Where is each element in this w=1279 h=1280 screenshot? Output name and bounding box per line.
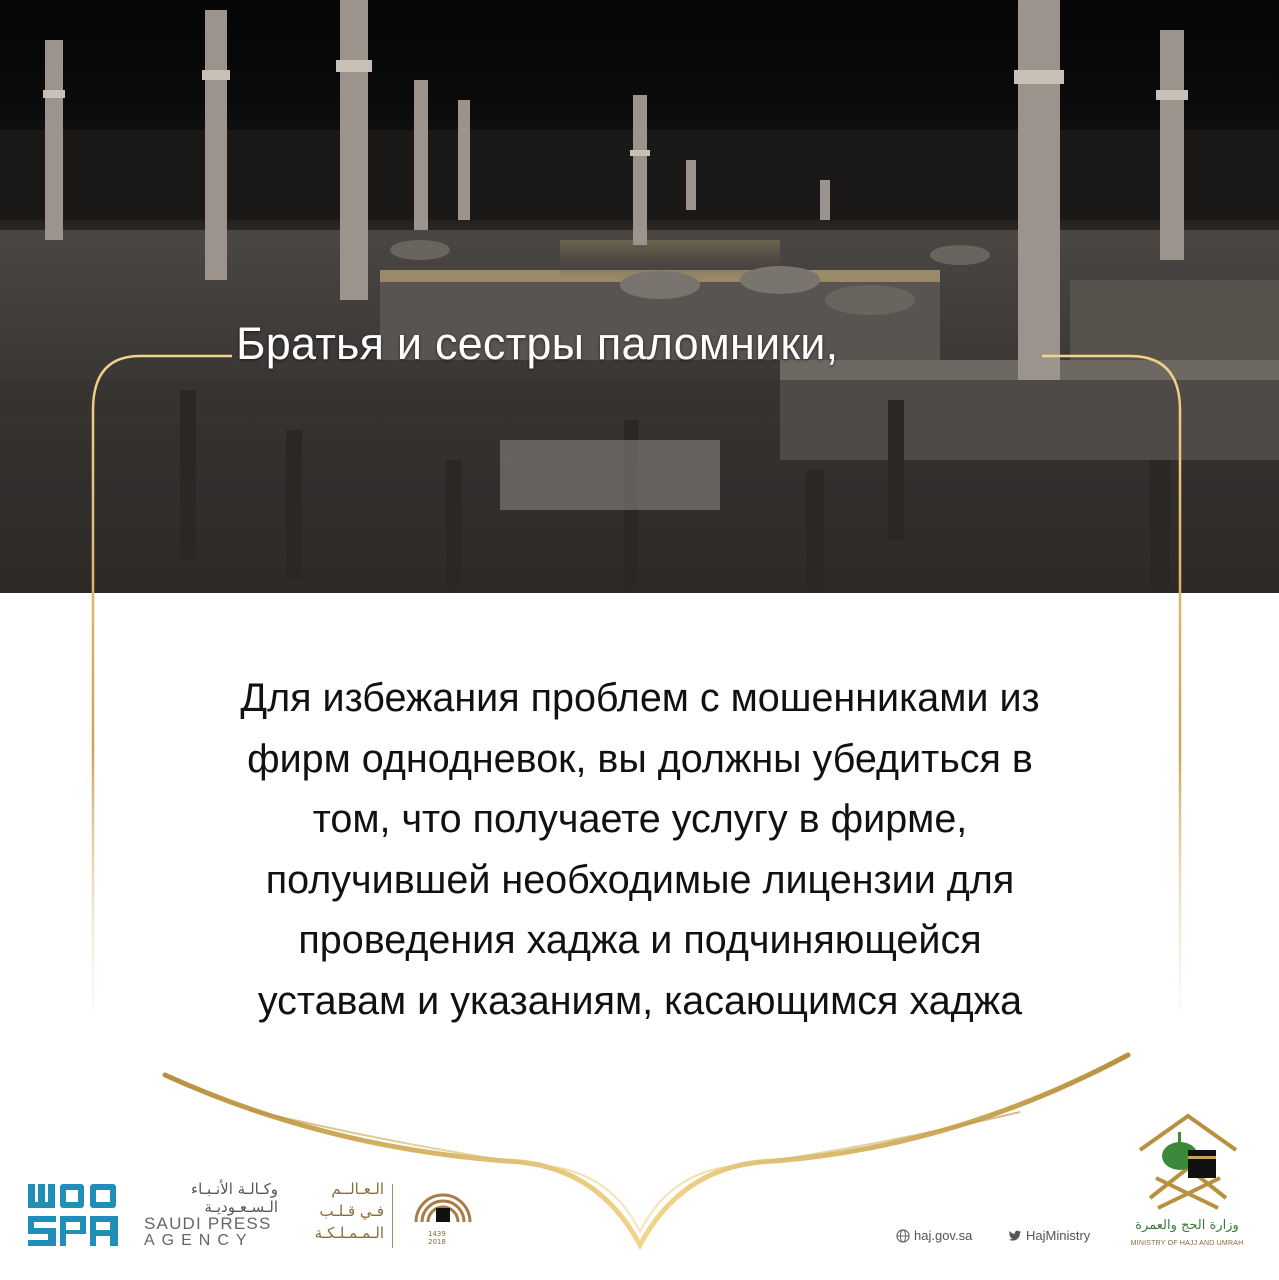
spa-arabic-line: وكـالـة الأنـبـاء	[191, 1180, 278, 1198]
spa-english-line1: SAUDI PRESS	[144, 1214, 272, 1233]
divider	[392, 1184, 393, 1248]
body-line: получившей необходимые лицензии для	[265, 857, 1015, 902]
spa-logo-mark	[26, 1180, 122, 1250]
world-arabic-line: الـمـمـلـكـة	[314, 1224, 384, 1242]
body-line: фирм однодневок, вы должны убедиться в	[247, 736, 1033, 781]
ministry-hajj-umrah-logo	[1120, 1108, 1256, 1258]
body-line: том, что получаете услугу в фирме,	[312, 797, 968, 841]
body-line: проведения хаджа и подчиняющейся	[298, 918, 982, 962]
website-link[interactable]	[896, 1228, 972, 1243]
year-hijri: 1439	[428, 1230, 446, 1238]
twitter-handle: HajMinistry	[1026, 1228, 1091, 1243]
body-text	[120, 668, 1160, 1031]
twitter-icon	[1008, 1229, 1022, 1243]
spa-arabic-line: الـسـعـوديـة	[204, 1198, 278, 1216]
twitter-link[interactable]	[1008, 1228, 1090, 1243]
body-line: Для избежания проблем с мошенниками из	[240, 676, 1040, 720]
world-logo-arabic	[290, 1178, 384, 1244]
world-arabic-line: فـي قـلـب	[319, 1202, 384, 1220]
website-text: haj.gov.sa	[914, 1228, 973, 1243]
ministry-english-name: MINISTRY OF HAJJ AND UMRAH	[1130, 1240, 1244, 1247]
headline: Братья и сестры паломники,	[236, 318, 839, 369]
spa-arabic-name	[138, 1180, 278, 1216]
world-heart-kingdom-logo	[290, 1178, 490, 1254]
world-logo-year	[428, 1230, 446, 1246]
ministry-emblem	[1120, 1108, 1256, 1218]
spa-english-line2: AGENCY	[144, 1232, 254, 1249]
body-line: уставам и указаниям, касающимся хаджа	[257, 978, 1023, 1023]
mosque-night-photo	[0, 0, 1279, 593]
ministry-arabic-name: وزارة الحج والعمرة	[1135, 1218, 1239, 1233]
year-gregorian: 2018	[428, 1238, 446, 1246]
spa-logo	[26, 1180, 278, 1250]
mosque-illustration	[0, 0, 1279, 593]
world-arabic-line: الـعـالــم	[331, 1180, 384, 1198]
globe-icon	[896, 1229, 910, 1243]
